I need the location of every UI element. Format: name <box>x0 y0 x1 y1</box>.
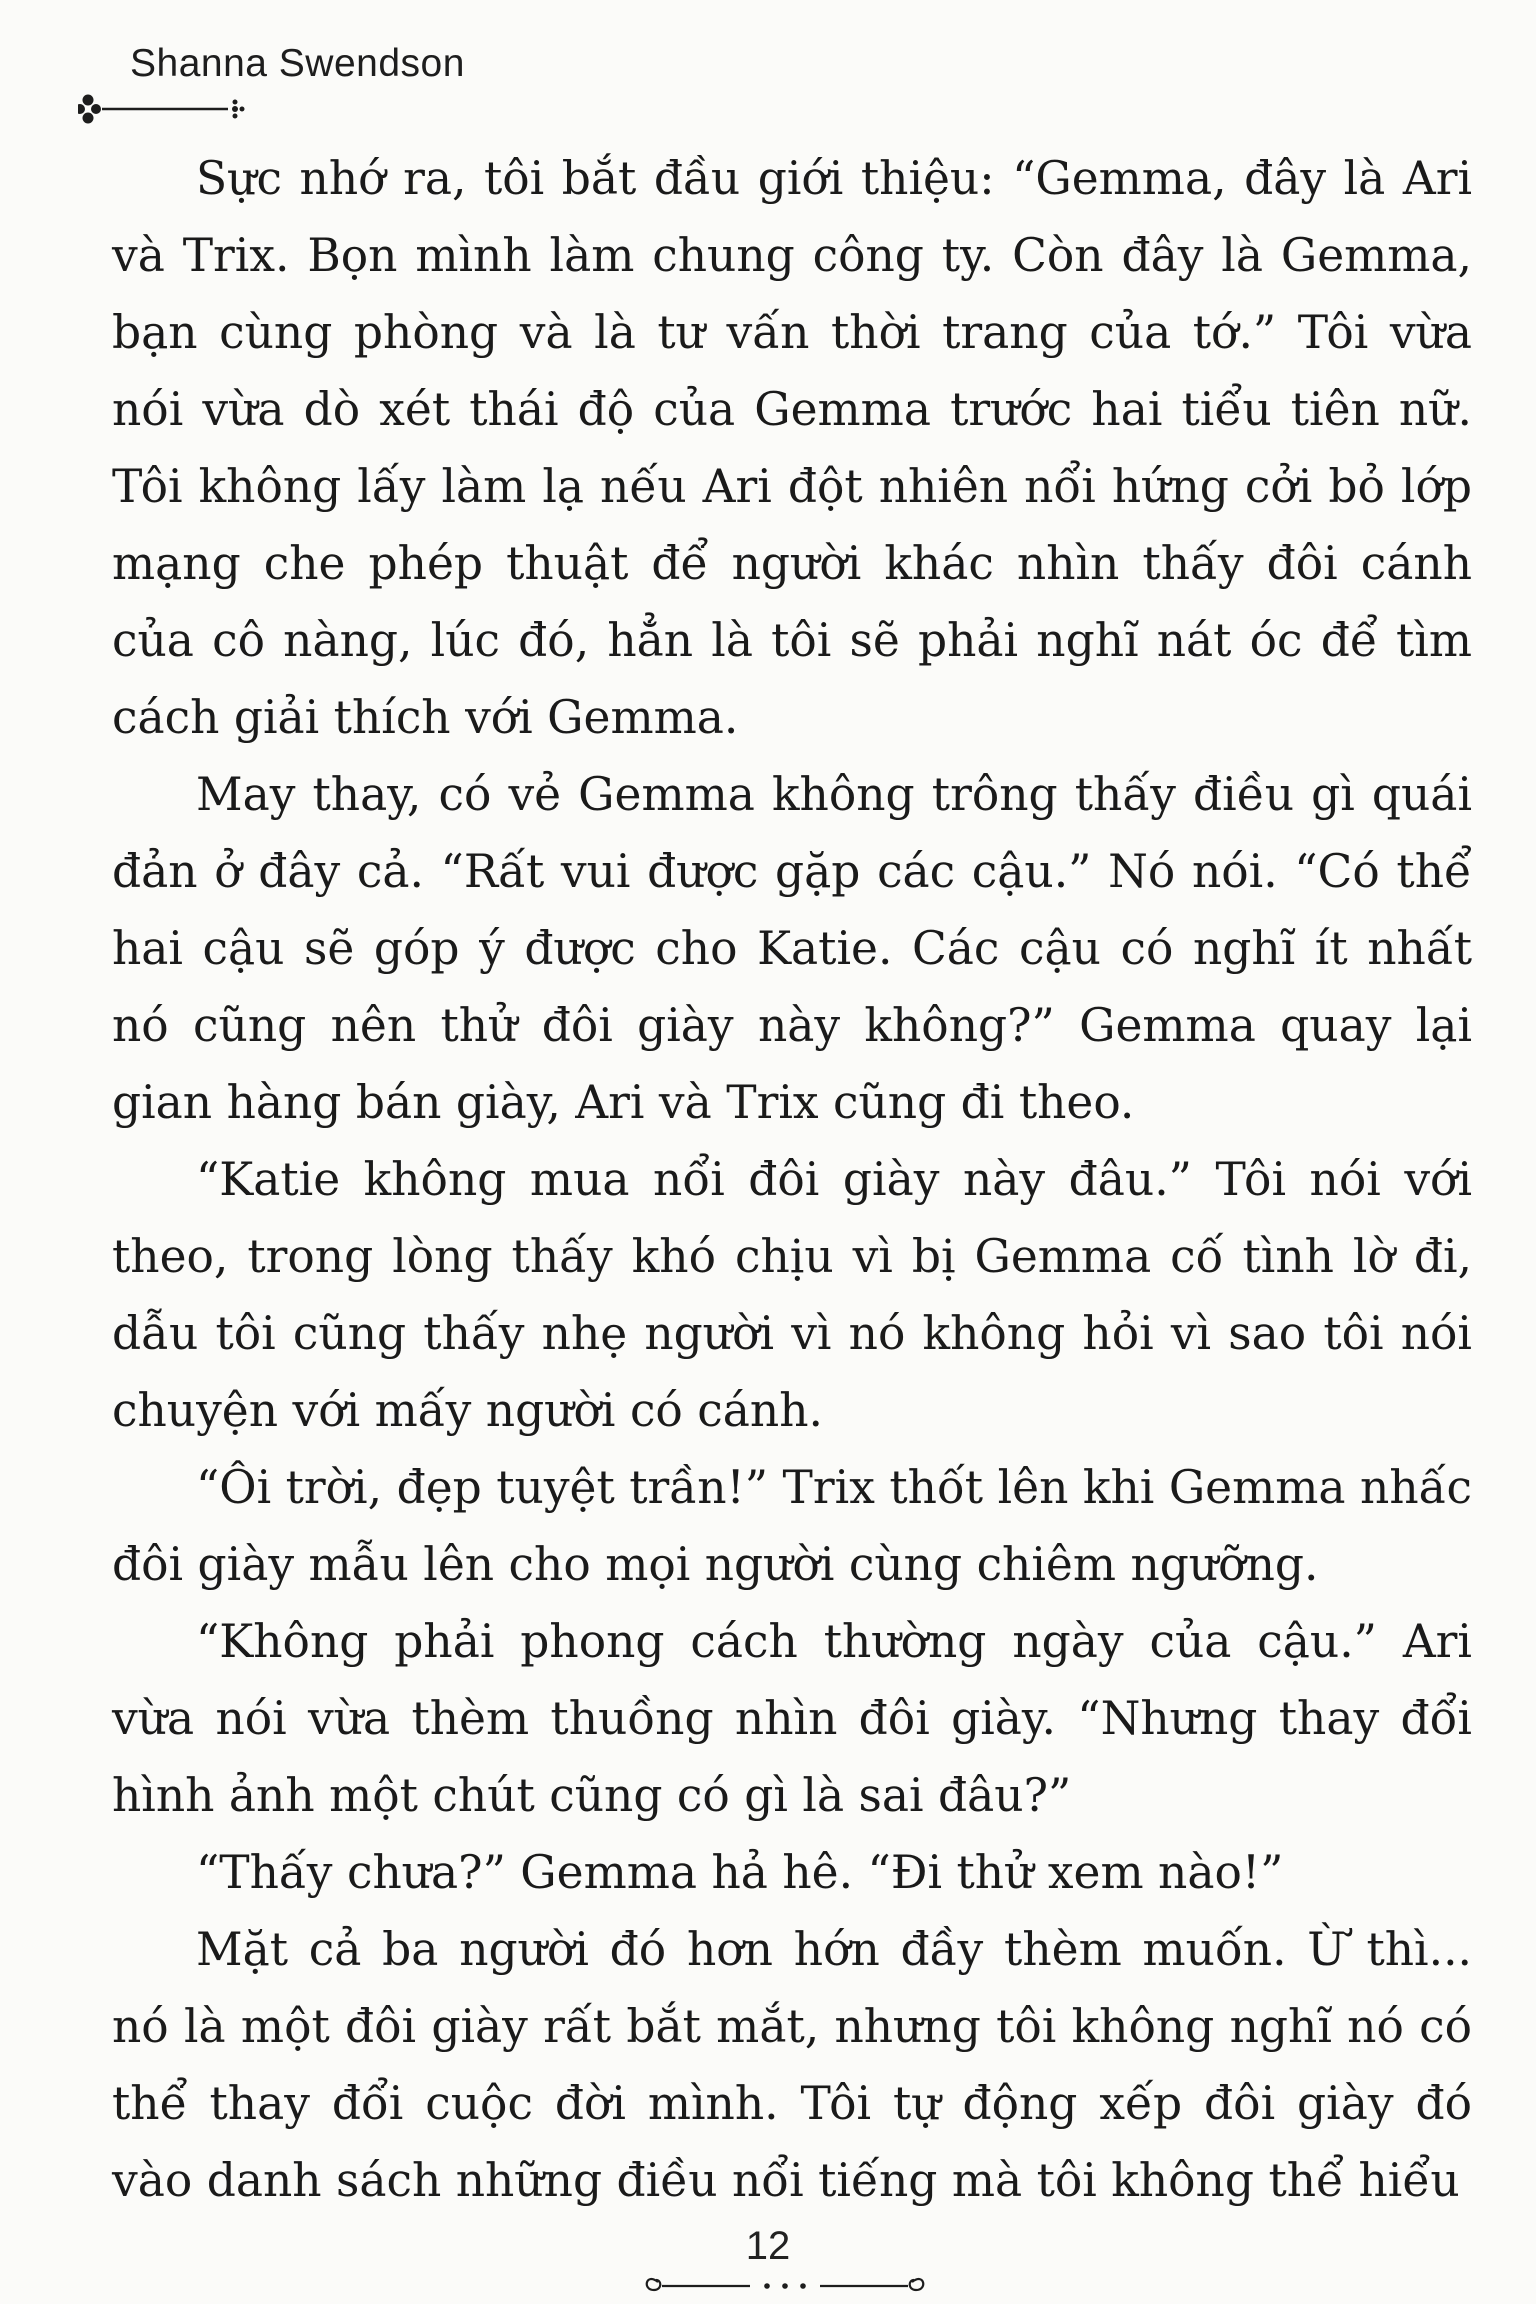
running-header <box>78 40 578 88</box>
flourish-ornament-icon <box>78 88 248 128</box>
paragraph: Sực nhớ ra, tôi bắt đầu giới thiệu: “Gemma, đây là Ari và Trix. Bọn mình làm chung công ty. Còn đây là Gemma, bạn cùng phòng và là tư vấn thời trang của tớ.” Tôi vừa nói vừa dò xét thái độ của Gemma trước hai tiểu tiên nữ. Tôi không lấy làm lạ nếu Ari đột nhiên nổi hứng cởi bỏ lớp mạng che phép thuật để người khác nhìn thấy đôi cánh của cô nàng, lúc đó, hẳn là tôi sẽ phải nghĩ nát óc để tìm cách giải thích với Gemma. <box>112 152 1472 744</box>
author-name: Shanna Swendson <box>130 42 465 85</box>
chapter-text <box>112 140 1472 2219</box>
page-number: 12 <box>745 2224 791 2268</box>
paragraph: “Thấy chưa?” Gemma hả hê. “Đi thử xem nào!” <box>196 1846 1284 1899</box>
paragraph: May thay, có vẻ Gemma không trông thấy điều gì quái đản ở đây cả. “Rất vui được gặp các cậu.” Nó nói. “Có thể hai cậu sẽ góp ý được cho Katie. Các cậu có nghĩ ít nhất nó cũng nên thử đôi giày này không?” Gemma quay lại gian hàng bán giày, Ari và Trix cũng đi theo. <box>112 768 1472 1129</box>
paragraph: Mặt cả ba người đó hơn hớn đầy thèm muốn. Ừ thì... nó là một đôi giày rất bắt mắt, nhưng tôi không nghĩ nó có thể thay đổi cuộc đời mình. Tôi tự động xếp đôi giày đó vào danh sách những điều nổi tiếng mà tôi không thể hiểu <box>112 1923 1472 2207</box>
footer-flourish-icon <box>640 2268 930 2298</box>
paragraph: “Ôi trời, đẹp tuyệt trần!” Trix thốt lên khi Gemma nhấc đôi giày mẫu lên cho mọi người cùng chiêm ngưỡng. <box>112 1461 1472 1591</box>
paragraph: “Katie không mua nổi đôi giày này đâu.” Tôi nói với theo, trong lòng thấy khó chịu vì bị Gemma cố tình lờ đi, dẫu tôi cũng thấy nhẹ người vì nó không hỏi vì sao tôi nói chuyện với mấy người có cánh. <box>112 1153 1472 1437</box>
paragraph: “Không phải phong cách thường ngày của cậu.” Ari vừa nói vừa thèm thuồng nhìn đôi giày. “Nhưng thay đổi hình ảnh một chút cũng có gì là sai đâu?” <box>112 1615 1472 1822</box>
